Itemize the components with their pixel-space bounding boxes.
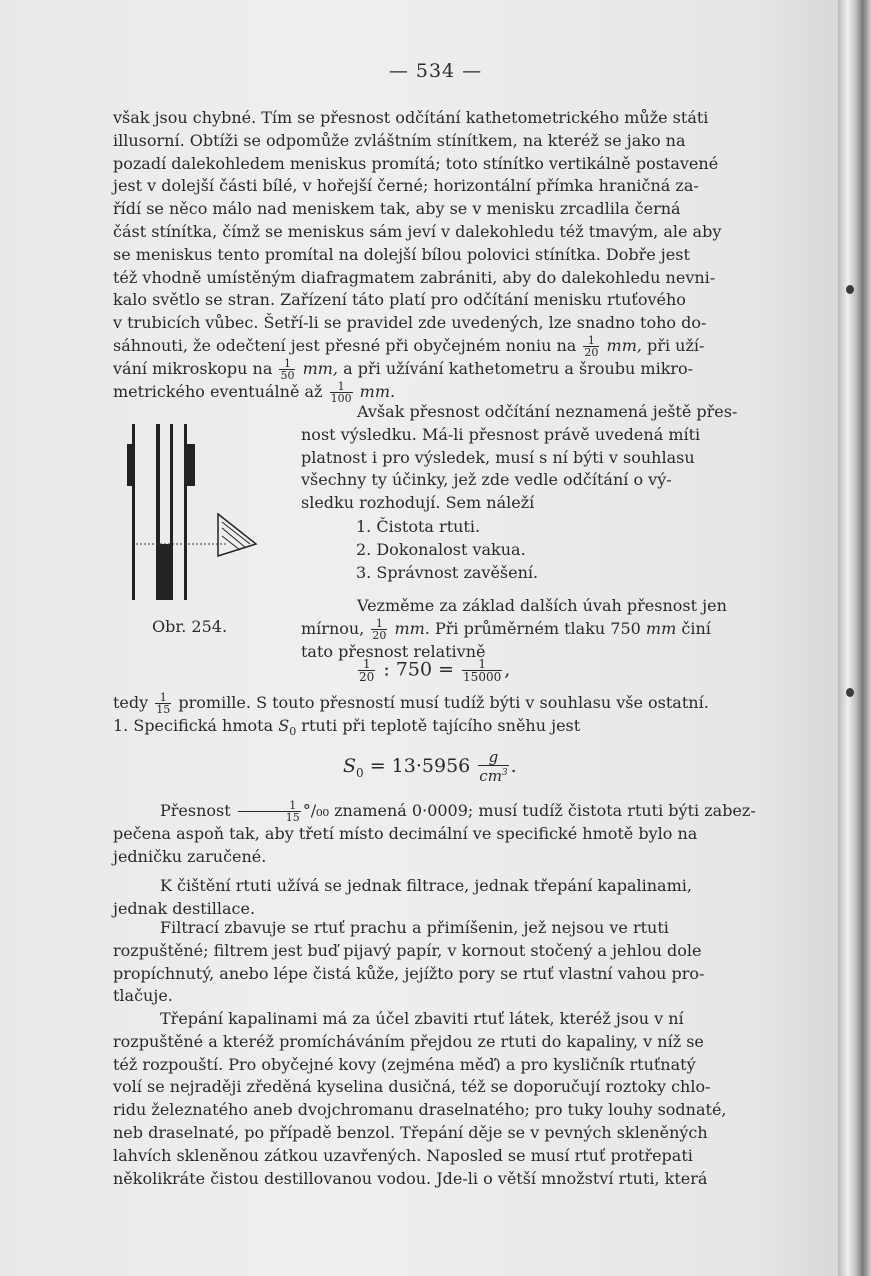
text-line: v trubicích vůbec. Šetří-li se pravidel zde uvedených, lze snadno toho do- bbox=[113, 313, 707, 333]
paragraph-8 bbox=[113, 1008, 763, 1190]
text-line: neb draselnaté, po případě benzol. Třepání děje se v pevných skleněných bbox=[113, 1122, 708, 1142]
paragraph-6 bbox=[113, 875, 763, 921]
text-line: též vhodně umístěným diafragmatem zabrániti, aby do dalekohledu nevni- bbox=[113, 267, 716, 287]
text-line: volí se nejraději zředěná kyselina dusičná, též se doporučují roztoky chlo- bbox=[113, 1077, 711, 1097]
fraction: $\frac{1}{15000}$ bbox=[463, 657, 502, 684]
requirements-list bbox=[356, 516, 538, 584]
figure-caption: Obr. 254. bbox=[152, 617, 228, 636]
text-line: K čištění rtuti užívá se jednak filtrace, jednak třepání kapalinami, bbox=[160, 876, 692, 895]
text-line: rozpuštěné a kteréž promícháváním přejdou ze rtuti do kapaliny, v níž se bbox=[113, 1031, 704, 1051]
text-line: jednak destillace. bbox=[113, 898, 256, 918]
paragraph-2 bbox=[301, 401, 763, 515]
fraction: $\frac{1}{20}$ bbox=[584, 333, 599, 359]
figure-254 bbox=[118, 424, 268, 604]
text-line: illusorní. Obtíži se odpomůže zvláštním stínítkem, na kteréž se jako na bbox=[113, 130, 686, 150]
text-line: též rozpouští. Pro obyčejné kovy (zejména měď) a pro kysličník rtuťnatý bbox=[113, 1054, 696, 1074]
fraction: $\frac{g}{cm^3}$ bbox=[479, 748, 508, 785]
fraction: $\frac{1}{15}$ bbox=[156, 691, 171, 716]
text-line: platnost i pro výsledek, musí s ní býti v souhlasu bbox=[301, 447, 695, 467]
text-line: se meniskus tento promítal na dolejší bílou polovici stínítka. Dobře jest bbox=[113, 244, 690, 264]
text-line: Vezměme za základ dalších úvah přesnost jen bbox=[357, 596, 727, 615]
clamp-right bbox=[187, 444, 195, 486]
text-line: však jsou chybné. Tím se přesnost odčítání kathetometrického může státi bbox=[113, 108, 709, 127]
paragraph-3 bbox=[301, 595, 763, 664]
paragraph-1 bbox=[113, 107, 763, 404]
meniscus-screen-diagram bbox=[118, 424, 268, 604]
text-line: několikráte čistou destillovanou vodou. Jde-li o větší množství rtuti, která bbox=[113, 1168, 708, 1188]
text-line: Třepání kapalinami má za účel zbaviti rtuť látek, kteréž jsou v ní bbox=[160, 1009, 684, 1028]
text-line: vání mikroskopu na $\frac{1}{50}$ mm, a při užívání kathetometru a šroubu mikro- bbox=[113, 356, 694, 382]
text-line: tedy $\frac{1}{15}$ promille. S touto přesností musí tudíž býti v souhlasu vše ostatní. bbox=[113, 691, 709, 716]
text-line: kalo světlo se stran. Zařízení táto platí pro odčítání menisku rtuťového bbox=[113, 290, 686, 310]
paragraph-7 bbox=[113, 917, 763, 1008]
text-line: mírnou, $\frac{1}{20}$ mm. Při průměrném tlaku 750 mm činí bbox=[301, 616, 711, 642]
text-line: Filtrací zbavuje se rtuť prachu a přimíšenin, jež nejsou ve rtuti bbox=[160, 918, 669, 937]
book-spine bbox=[838, 0, 871, 1276]
text-line: řídí se něco málo nad meniskem tak, aby se v menisku zrcadlila černá bbox=[113, 199, 681, 219]
mercury-column bbox=[160, 544, 170, 600]
text-line: rozpuštěné; filtrem jest buď pijavý papír, v kornout stočený a jehlou dole bbox=[113, 940, 702, 960]
text-line: nost výsledku. Má-li přesnost právě uvedená míti bbox=[301, 424, 701, 444]
ratio-formula: $\frac{1}{20}$ : 750 = $\frac{1}{15000}$ , bbox=[359, 657, 511, 684]
text-line: všechny ty účinky, jež zde vedle odčítání o vý- bbox=[301, 470, 672, 490]
clamp-left bbox=[127, 444, 135, 486]
density-formula: $S_0 = 13\cdot 5956$ $\frac{g}{cm^3}$ . bbox=[343, 748, 517, 785]
text-line: tato přesnost relativně bbox=[301, 641, 486, 661]
text-line: sledku rozhodují. Sem náleží bbox=[301, 493, 535, 513]
tube-wall-right bbox=[184, 424, 187, 600]
text-line: část stínítka, čímž se meniskus sám jeví v dalekohledu též tmavým, ale aby bbox=[113, 221, 722, 241]
tube-wall-inner-left bbox=[156, 424, 160, 600]
text-line: tlačuje. bbox=[113, 986, 173, 1006]
fraction: $\frac{1}{20}$ bbox=[372, 616, 387, 642]
text-line: ridu železnatého aneb dvojchromanu draselnatého; pro tuky louhy sodnaté, bbox=[113, 1100, 727, 1120]
text-line: metrického eventuálně až $\frac{1}{100}$ mm. bbox=[113, 379, 396, 405]
text-line: pozadí dalekohledem meniskus promítá; toto stínítko vertikálně postavené bbox=[113, 153, 719, 173]
text-line: pečena aspoň tak, aby třetí místo decimální ve specifické hmotě bylo na bbox=[113, 824, 698, 843]
text-line: lahvích skleněnou zátkou uzavřených. Naposled se musí rtuť protřepati bbox=[113, 1145, 693, 1165]
telescope-eye bbox=[218, 514, 256, 556]
page-number: — 534 — bbox=[388, 60, 483, 82]
paragraph-4 bbox=[113, 692, 763, 744]
binding-hole bbox=[846, 688, 854, 697]
tube-wall-inner-right bbox=[170, 424, 173, 600]
fraction: $\frac{1}{20}$ bbox=[359, 657, 375, 684]
text-line: sáhnouti, že odečtení jest přesné při obyčejném noniu na $\frac{1}{20}$ mm, při uží- bbox=[113, 333, 705, 359]
list-item: 3. Správnost zavěšení. bbox=[356, 562, 539, 582]
text-line: jedničku zaručené. bbox=[113, 846, 267, 866]
list-item: 1. Čistota rtuti. bbox=[356, 517, 481, 536]
paragraph-5 bbox=[113, 800, 763, 869]
fraction: $\frac{1}{50}$ bbox=[280, 356, 295, 382]
list-item: 2. Dokonalost vakua. bbox=[356, 539, 526, 559]
text-line: Přesnost $\frac{1}{15}$ °/₀₀ znamená 0·0009; musí tudíž čistota rtuti býti zabez- bbox=[160, 799, 756, 824]
text-line: Avšak přesnost odčítání neznamená ještě přes- bbox=[357, 402, 738, 421]
text-line: 1. Specifická hmota $S_0$ rtuti při teplotě tajícího sněhu jest bbox=[113, 716, 581, 739]
text-line: propíchnutý, anebo lépe čistá kůže, jejížto pory se rtuť vlastní vahou pro- bbox=[113, 963, 705, 983]
text-line: jest v dolejší části bílé, v hořejší černé; horizontální přímka hraničná za- bbox=[113, 176, 699, 196]
fraction: $\frac{1}{15}$ bbox=[238, 800, 301, 823]
binding-hole bbox=[846, 285, 854, 294]
fraction: $\frac{1}{100}$ bbox=[330, 379, 352, 405]
